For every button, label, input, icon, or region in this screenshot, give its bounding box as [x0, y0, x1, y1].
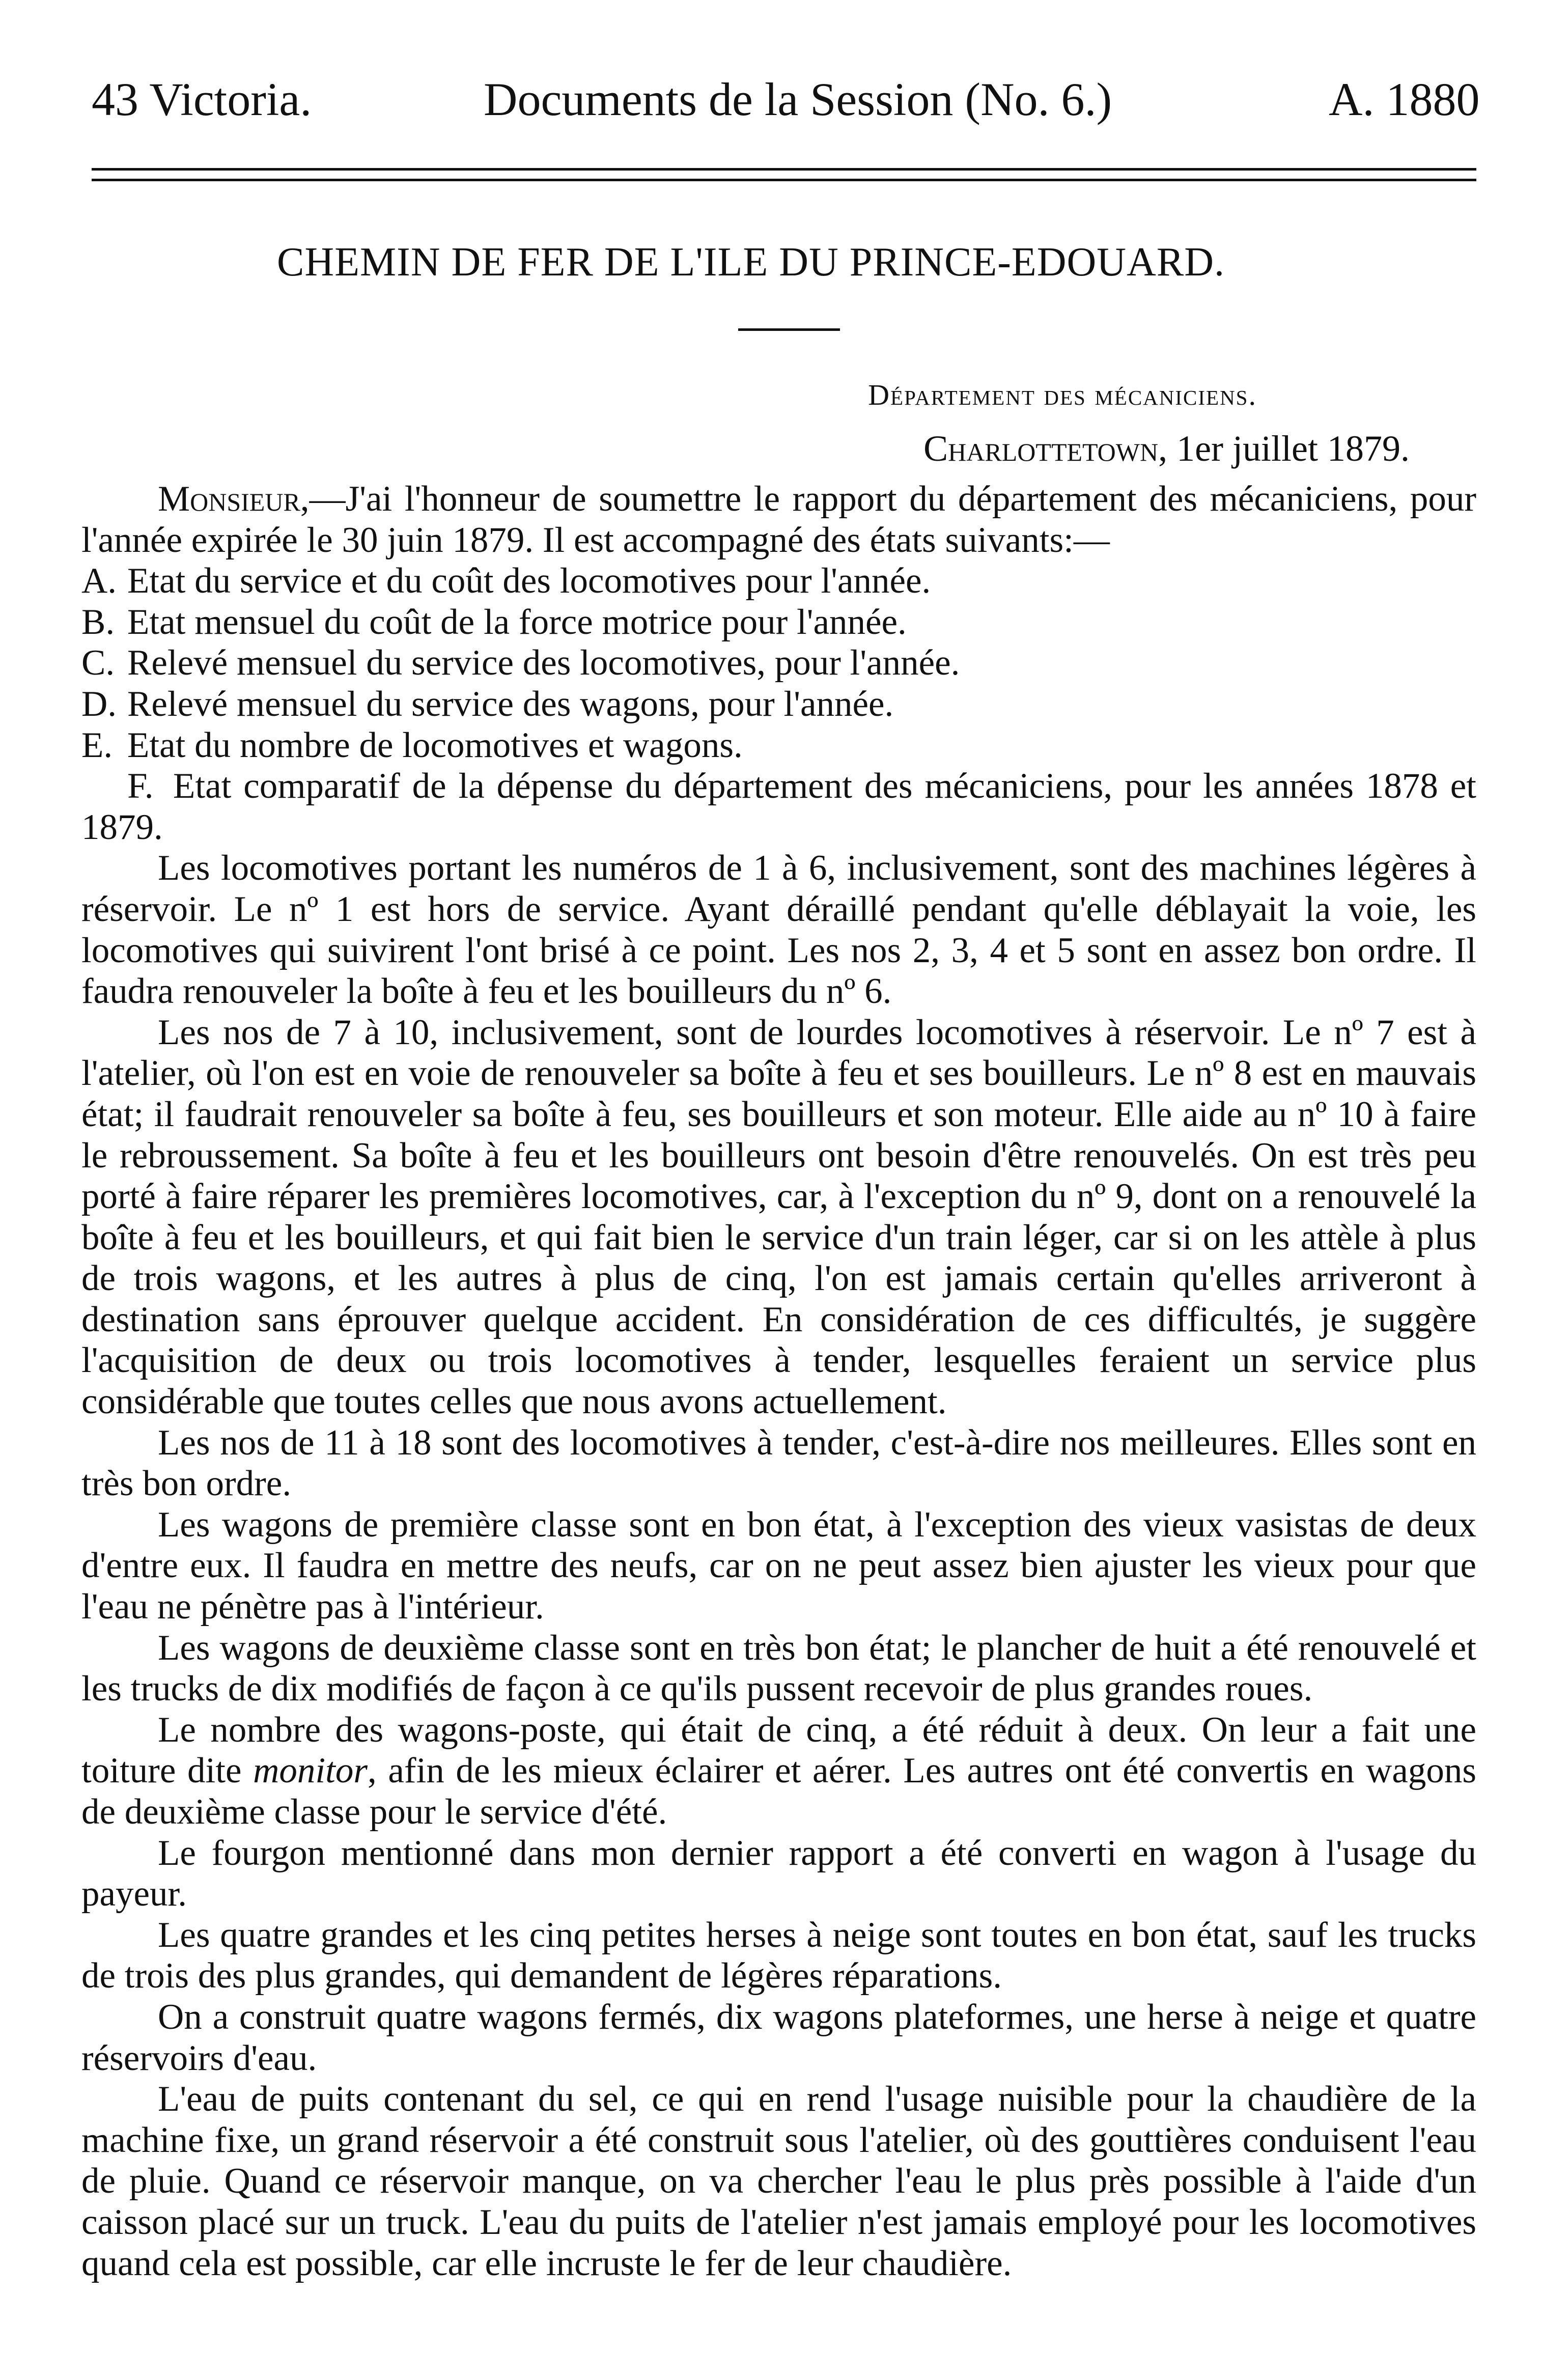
running-header [81, 71, 1480, 127]
page-title: CHEMIN DE FER DE L'ILE DU PRINCE-EDOUARD. [277, 240, 1225, 285]
letter-date: 1er juillet 1879. [1176, 428, 1410, 469]
paragraph-tender-locomotives: Les nos de 11 à 18 sont des locomotives à tender, c'est-à-dire nos meilleures. Elles sont en très bon ordre. [81, 1422, 1476, 1504]
paragraph-water-supply: L'eau de puits contenant du sel, ce qui en rend l'usage nuisible pour la chaudière de la machine fixe, un grand réservoir a été construit sous l'atelier, où des gouttières conduisent l'eau de pluie. Quand ce réservoir manque, on va chercher l'eau le plus près possible à l'aide d'un caisson placé sur un truck. L'eau du puits de l'atelier n'est jamais employé pour les locomotives quand cela est possible, car elle incruste le fer de leur chaudière. [81, 2079, 1476, 2283]
statements-list [81, 561, 1476, 848]
paragraph-new-construction: On a construit quatre wagons fermés, dix wagons plateformes, une herse à neige et quatre réservoirs d'eau. [81, 1997, 1476, 2078]
title-divider [738, 328, 840, 331]
header-double-rule [92, 168, 1476, 181]
list-item [81, 684, 1476, 725]
paragraph-second-class-cars: Les wagons de deuxième classe sont en très bon état; le plancher de huit a été renouvelé et les trucks de dix modifiés de façon à ce qu'ils pussent recevoir de plus grandes roues. [81, 1628, 1476, 1709]
statement-letter: F. [127, 766, 154, 806]
paragraph-heavy-locomotives: Les nos de 7 à 10, inclusivement, sont de lourdes locomotives à réservoir. Le nº 7 est à l'atelier, où l'on est en voie de renouveler sa boîte à feu et ses bouilleurs. Le nº 8 est en mauvais état; il faudrait renouveler sa boîte à feu, ses bouilleurs et son moteur. Elle aide au nº 10 à faire le rebroussement. Sa boîte à feu et les bouilleurs ont besoin d'être renouvelés. On est très peu porté à faire réparer les premières locomotives, car, à l'exception du nº 9, dont on a renouvelé la boîte à feu et les bouilleurs, et qui fait bien le service d'un train léger, car si on les attèle à plus de trois wagons, et les autres à plus de cinq, l'on est jamais certain qu'elles arriveront à destination sans éprouver quelque accident. En considération de ces difficultés, je suggère l'acquisition de deux ou trois locomotives à tender, lesquelles feraient un service plus considérable que toutes celles que nous avons actuellement. [81, 1012, 1476, 1422]
statement-letter: B. [81, 602, 115, 642]
monitor-term: monitor [253, 1751, 368, 1791]
statement-letter: C. [81, 643, 115, 683]
place-name: Charlottetown, [923, 428, 1168, 469]
statement-text: Etat du nombre de locomotives et wagons. [127, 725, 743, 765]
paragraph-light-locomotives: Les locomotives portant les numéros de 1 à 6, inclusivement, sont des machines légères à réservoir. Le nº 1 est hors de service. Ayant déraillé pendant qu'elle déblayait la voie, les locomotives qui suivirent l'ont brisé à ce point. Les nos 2, 3, 4 et 5 sont en assez bon ordre. Il faudra renouveler la boîte à feu et les bouilleurs du nº 6. [81, 848, 1476, 1012]
list-item [81, 602, 1476, 643]
place-date-line [923, 428, 1410, 470]
paragraph-first-class-cars: Les wagons de première classe sont en bon état, à l'exception des vieux vasistas de deux d'entre eux. Il faudra en mettre des neufs, car on ne peut assez bien ajuster les vieux pour que l'eau ne pénètre pas à l'intérieur. [81, 1504, 1476, 1627]
header-volume: 43 Victoria. [92, 73, 312, 125]
paragraph-snow-ploughs: Les quatre grandes et les cinq petites herses à neige sont toutes en bon état, sauf les trucks de trois des plus grandes, qui demandent de légères réparations. [81, 1915, 1476, 1996]
paragraph-mail-cars: Le nombre des wagons-poste, qui était de cinq, a été réduit à deux. On leur a fait une toiture dite monitor, afin de les mieux éclairer et aérer. Les autres ont été convertis en wagons de deuxième classe pour le service d'été. [81, 1710, 1476, 1832]
paragraph-paymaster-car: Le fourgon mentionné dans mon dernier rapport a été converti en wagon à l'usage du payeur. [81, 1833, 1476, 1914]
letter-body [81, 479, 1476, 2284]
statement-text: Relevé mensuel du service des locomotives, pour l'année. [127, 643, 960, 683]
header-title: Documents de la Session (No. 6.) [484, 73, 1112, 125]
list-item [81, 766, 1476, 848]
statement-text: Relevé mensuel du service des wagons, pour l'année. [127, 684, 894, 724]
salutation: Monsieur, [158, 479, 310, 519]
statement-text: Etat du service et du coût des locomotives pour l'année. [127, 561, 931, 601]
header-year: A. 1880 [1329, 73, 1480, 125]
statement-letter: A. [81, 561, 117, 601]
list-item [81, 725, 1476, 766]
statement-text: Etat mensuel du coût de la force motrice pour l'année. [127, 602, 907, 642]
statement-letter: D. [81, 684, 117, 724]
statement-letter: E. [81, 725, 113, 765]
list-item [81, 642, 1476, 684]
intro-paragraph [81, 479, 1476, 561]
department-heading: Département des mécaniciens. [868, 378, 1257, 411]
intro-text: —J'ai l'honneur de soumettre le rapport du département des mécaniciens, pour l'année expirée le 30 juin 1879. Il est accompagné des états suivants:— [81, 479, 1476, 560]
list-item [81, 561, 1476, 602]
statement-text: Etat comparatif de la dépense du département des mécaniciens, pour les années 1878 et 1879. [81, 766, 1476, 847]
